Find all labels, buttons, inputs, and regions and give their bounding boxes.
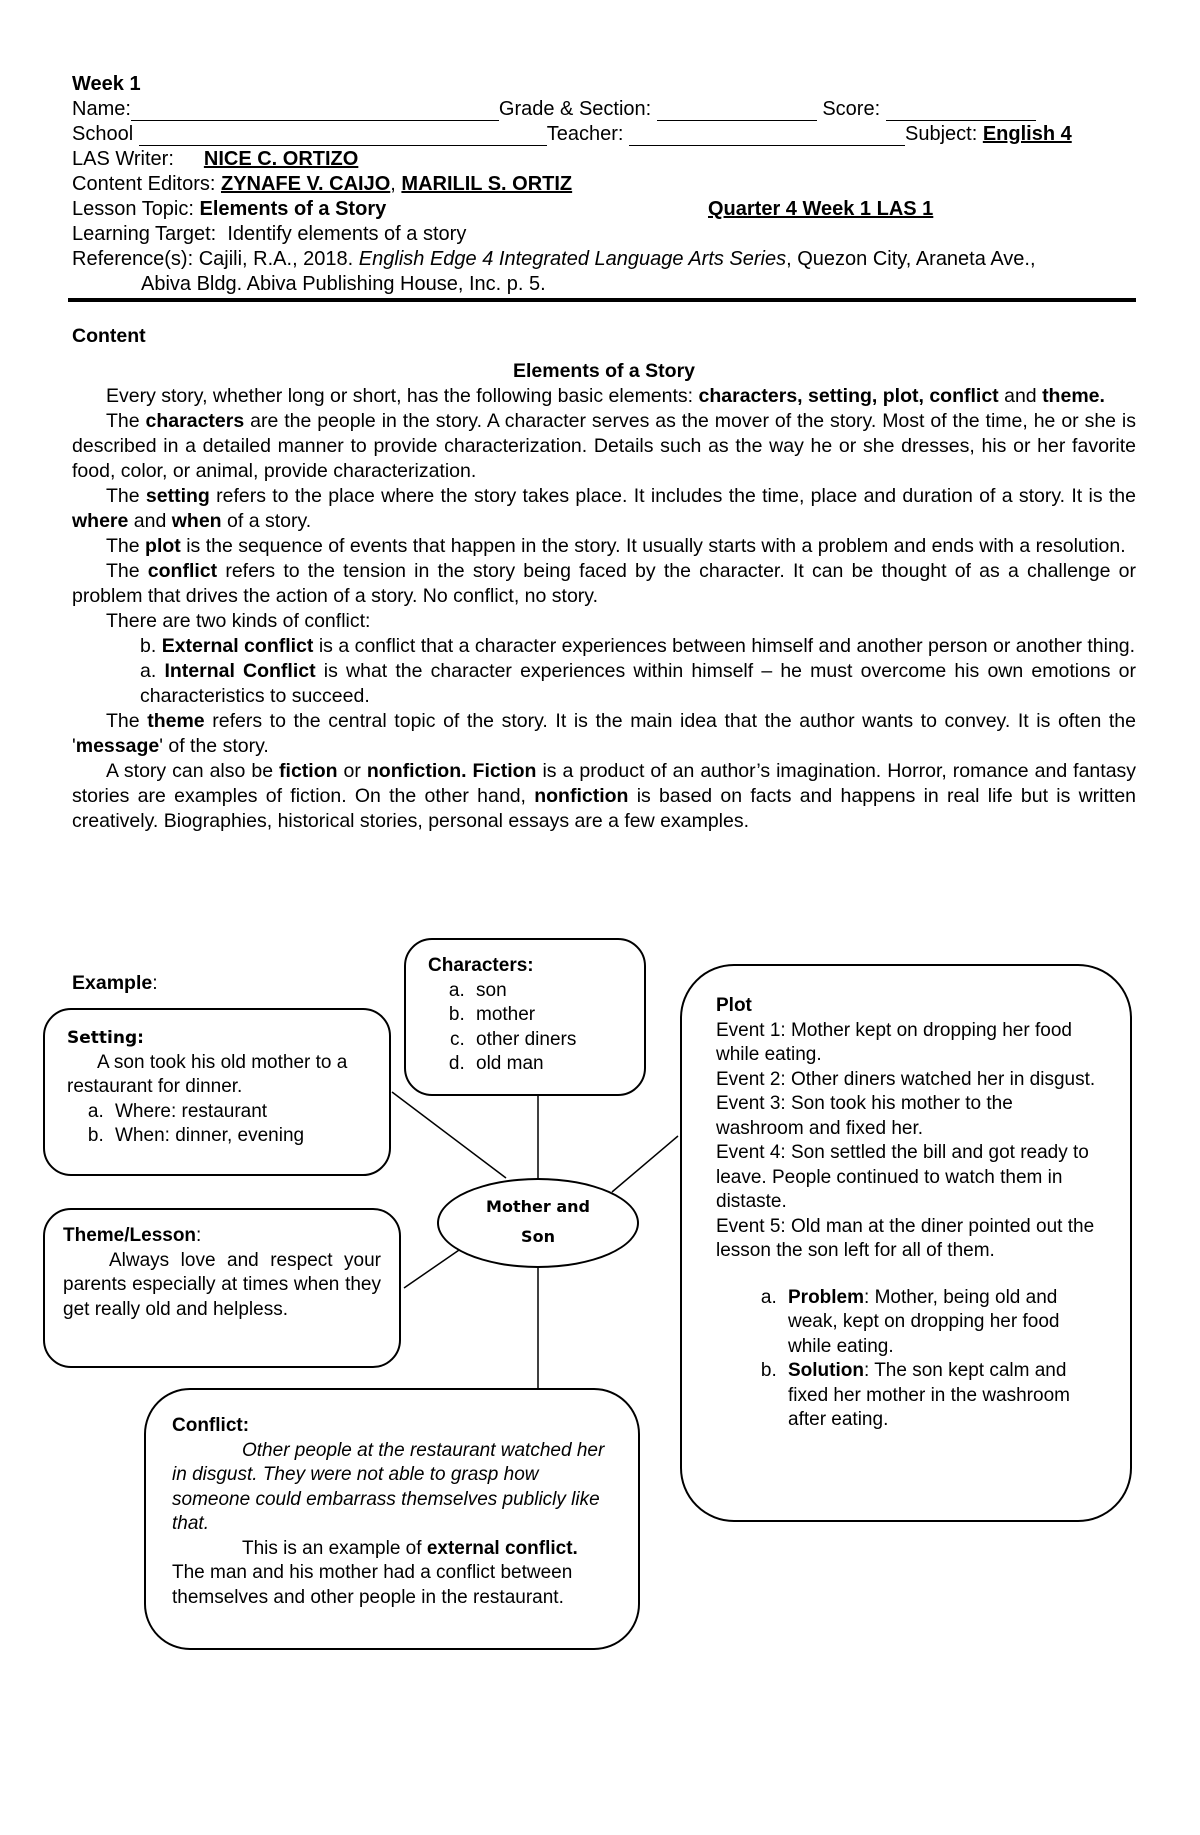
center-line-1: Mother and — [486, 1197, 590, 1216]
character-item: a. son — [470, 979, 644, 1004]
characters-box — [404, 938, 646, 1096]
center-ellipse — [437, 1178, 639, 1268]
and-word: and — [133, 510, 167, 532]
conflict-bold-2: conflict. — [504, 1537, 578, 1559]
conflict-box — [144, 1388, 640, 1650]
quarter-label: Quarter 4 Week 1 LAS 1 — [708, 198, 934, 220]
plot-event: Event 1: Mother kept on dropping her food while eating. — [716, 1019, 1072, 1065]
setting-term: setting — [145, 485, 210, 507]
subject-value: English 4 — [982, 123, 1072, 145]
character-item: c. other diners — [470, 1028, 644, 1053]
school-label: School — [72, 123, 134, 145]
theme-a: The — [106, 710, 140, 732]
plot-title: Plot — [716, 995, 752, 1016]
character-item: b. mother — [470, 1003, 644, 1028]
example-label-text: Example — [72, 972, 153, 994]
conflict-explanation — [172, 1537, 614, 1611]
nonfiction-term-2: nonfiction — [534, 785, 629, 807]
setting-text: A son took his old mother to a restaurant for dinner. — [67, 1051, 348, 1097]
intro-theme: theme. — [1042, 385, 1105, 407]
conflict-bold-1: external — [426, 1537, 500, 1559]
plot-term: plot — [145, 535, 181, 557]
theme-colon: : — [196, 1225, 202, 1246]
setting-text: refers to the place where the story takes place. It includes the time, place and duration of a story. It is the — [216, 485, 1136, 507]
or-word: or — [343, 760, 361, 782]
ext-text: is a conflict that a character experiences between himself and another person or another thing. — [318, 635, 1136, 657]
characters-list — [428, 979, 644, 1077]
int-term: Internal Conflict — [164, 660, 316, 682]
plot-event: Event 3: Son took his mother to the washroom and fixed her. — [716, 1093, 1013, 1139]
setting-list — [67, 1100, 375, 1149]
setting-a: The — [106, 485, 140, 507]
conflict-pre: This is an example of — [242, 1537, 422, 1559]
ref-title: English Edge 4 Integrated Language Arts Series — [358, 248, 787, 270]
week-label: Week 1 — [72, 73, 141, 95]
subject-label: Subject: — [905, 123, 978, 145]
plot-event: Event 2: Other diners watched her in disgust. — [716, 1068, 1096, 1090]
fiction-text: is a product of an author’s imagination. Horror, romance and fantasy stories are examples of fiction. On the other hand, — [72, 760, 1137, 807]
conflict-italic: Other people at the restaurant watched her in disgust. They were not able to grasp how someone could embarrass themselves publicly like that. — [172, 1439, 605, 1534]
fic-a: A story can also be — [106, 760, 274, 782]
conflict-term: conflict — [147, 560, 218, 582]
target-value: Identify elements of a story — [227, 223, 467, 245]
nonfiction-text: is based on facts and happens in real life but is written creatively. Biographies, historical stories, personal essays are a few examples. — [72, 785, 1137, 832]
problem-text: : Mother, being old and weak, kept on dropping her food while eating. — [788, 1286, 1060, 1357]
plot-problem — [782, 1286, 1104, 1360]
center-line-2: Son — [521, 1227, 555, 1246]
ref-author: Cajili, R.A., 2018. — [198, 248, 354, 270]
char-text: are the people in the story. A character serves as the mover of the story. Most of the time, he or she is described in a detailed manner to provide characterization. Details such as the way he or she dresses, his or her favorite food, color, or animal, provide characterization. — [72, 410, 1137, 482]
topic-label: Lesson Topic: — [72, 198, 194, 220]
char-term: characters — [145, 410, 245, 432]
theme-title: Theme/Lesson — [63, 1225, 197, 1246]
plot-a: The — [106, 535, 140, 557]
connector-theme — [404, 1248, 462, 1288]
plot-event: Event 4: Son settled the bill and got ready to leave. People continued to watch them in distaste. — [716, 1142, 1089, 1212]
conflict-text: refers to the tension in the story being faced by the character. It can be thought of as a challenge or problem that drives the action of a story. No conflict, no story. — [72, 560, 1136, 607]
setting-box — [43, 1008, 391, 1176]
character-item: d. old man — [470, 1052, 644, 1077]
theme-box — [43, 1208, 401, 1368]
plot-text: is the sequence of events that happen in the story. It usually starts with a problem and ends with a resolution. — [186, 535, 1126, 557]
setting-item: b. When: dinner, evening — [109, 1124, 375, 1149]
name-label: Name: — [72, 98, 131, 120]
theme-text: Always love and respect your parents especially at times when they get really old and helpless. — [63, 1249, 381, 1320]
plot-box — [680, 964, 1132, 1522]
plot-solution — [782, 1359, 1104, 1433]
int-marker: a. — [140, 660, 157, 682]
setting-end: of a story. — [227, 510, 312, 532]
solution-text: : The son kept calm and fixed her mother in the washroom after eating. — [788, 1360, 1070, 1430]
theme-end: ' of the story. — [159, 735, 269, 757]
example-label — [72, 972, 158, 995]
plot-event: Event 5: Old man at the diner pointed out the lesson the son left for all of them. — [716, 1215, 1095, 1261]
theme-heading — [63, 1224, 381, 1249]
editor-1: ZYNAFE V. CAIJO — [220, 173, 391, 195]
target-label: Learning Target: — [72, 223, 217, 245]
topic-value: Elements of a Story — [199, 198, 387, 220]
fiction-term-2: Fiction — [472, 760, 537, 782]
writer-value: NICE C. ORTIZO — [203, 148, 359, 170]
nonfiction-term: nonfiction. — [366, 760, 467, 782]
intro-and: and — [1004, 385, 1037, 407]
teacher-label: Teacher: — [546, 123, 624, 145]
intro-text: Every story, whether long or short, has the following basic elements: — [106, 385, 694, 407]
connector-setting — [392, 1092, 506, 1178]
conflict-rest: The man and his mother had a conflict between themselves and other people in the restaurant. — [172, 1562, 573, 1608]
editors-line: Content Editors: ZYNAFE V. CAIJO, MARILIL S. ORTIZ — [72, 173, 573, 195]
writer-label: LAS Writer: — [72, 148, 174, 170]
char-a: The — [106, 410, 140, 432]
solution-label: Solution — [788, 1360, 864, 1381]
where-term: where — [72, 510, 129, 532]
ref-rest-2: Abiva Bldg. Abiva Publishing House, Inc. p. 5. — [141, 273, 546, 295]
intro-terms: characters, setting, plot, conflict — [698, 385, 999, 407]
int-text: is what the character experiences within himself – he must overcome his own emotions or characteristics to succeed. — [140, 660, 1137, 707]
plot-resolution-list — [716, 1286, 1104, 1433]
conflict-a: The — [106, 560, 140, 582]
content-heading: Content — [72, 325, 146, 347]
ext-marker: b. — [140, 635, 157, 657]
fiction-term: fiction — [279, 760, 338, 782]
editors-label: Content Editors: — [72, 173, 216, 195]
example-colon: : — [152, 972, 158, 994]
conflict-title: Conflict: — [172, 1415, 250, 1436]
problem-label: Problem — [788, 1286, 865, 1308]
content-title: Elements of a Story — [512, 360, 696, 382]
connector-plot — [612, 1136, 678, 1192]
theme-term: theme — [147, 710, 205, 732]
ext-term: External conflict — [161, 635, 314, 657]
message-term: message — [75, 735, 160, 757]
setting-item: a. Where: restaurant — [109, 1100, 375, 1125]
score-label: Score: — [822, 98, 881, 120]
when-term: when — [171, 510, 222, 532]
characters-title: Characters: — [428, 955, 534, 976]
theme-text: refers to the central topic of the story. It is the main idea that the author wants to convey. It is often the ' — [72, 710, 1137, 757]
setting-title: Setting: — [67, 1028, 144, 1048]
para-kinds: There are two kinds of conflict: — [106, 610, 371, 632]
ref-rest-1: , Quezon City, Araneta Ave., — [786, 248, 1036, 270]
ref-label: Reference(s): — [72, 248, 194, 270]
editor-2: MARILIL S. ORTIZ — [401, 173, 573, 195]
grade-label: Grade & Section: — [498, 98, 652, 120]
